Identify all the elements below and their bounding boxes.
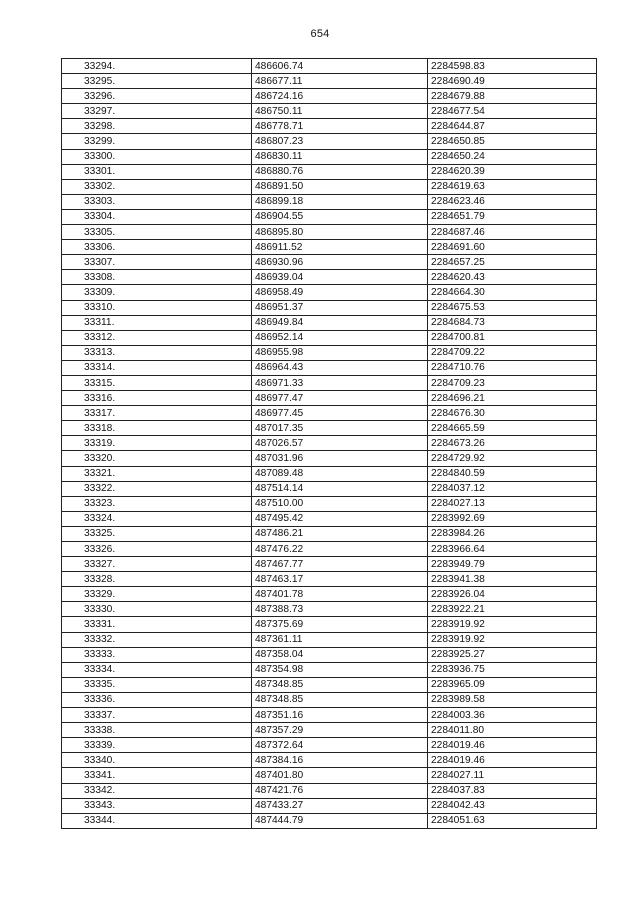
point-number-cell: 33339.: [62, 738, 252, 753]
x-coordinate-cell: 487351.16: [252, 708, 428, 723]
table-row: [62, 662, 597, 677]
x-coordinate-cell: 486949.84: [252, 315, 428, 330]
x-coordinate-cell: 486724.16: [252, 89, 428, 104]
y-coordinate-cell: 2284011.80: [428, 723, 597, 738]
y-coordinate-cell: 2283989.58: [428, 692, 597, 707]
table-row: [62, 149, 597, 164]
y-coordinate-cell: 2284037.83: [428, 783, 597, 798]
y-coordinate-cell: 2284042.43: [428, 798, 597, 813]
table-row: [62, 572, 597, 587]
point-number-cell: 33319.: [62, 436, 252, 451]
table-row: [62, 798, 597, 813]
point-number-cell: 33340.: [62, 753, 252, 768]
y-coordinate-cell: 2284676.30: [428, 406, 597, 421]
x-coordinate-cell: 487433.27: [252, 798, 428, 813]
point-number-cell: 33301.: [62, 164, 252, 179]
y-coordinate-cell: 2284675.53: [428, 300, 597, 315]
table-row: [62, 753, 597, 768]
y-coordinate-cell: 2284729.92: [428, 451, 597, 466]
y-coordinate-cell: 2284623.46: [428, 194, 597, 209]
table-row: [62, 647, 597, 662]
x-coordinate-cell: 487348.85: [252, 692, 428, 707]
x-coordinate-cell: 487444.79: [252, 813, 428, 828]
point-number-cell: 33331.: [62, 617, 252, 632]
y-coordinate-cell: 2284709.22: [428, 345, 597, 360]
point-number-cell: 33323.: [62, 496, 252, 511]
table-row: [62, 345, 597, 360]
table-row: [62, 315, 597, 330]
x-coordinate-cell: 487372.64: [252, 738, 428, 753]
y-coordinate-cell: 2284840.59: [428, 466, 597, 481]
y-coordinate-cell: 2284620.39: [428, 164, 597, 179]
x-coordinate-cell: 486904.55: [252, 209, 428, 224]
y-coordinate-cell: 2283949.79: [428, 557, 597, 572]
x-coordinate-cell: 487384.16: [252, 753, 428, 768]
x-coordinate-cell: 486778.71: [252, 119, 428, 134]
x-coordinate-cell: 487467.77: [252, 557, 428, 572]
table-row: [62, 723, 597, 738]
table-row: [62, 240, 597, 255]
table-row: [62, 526, 597, 541]
table-row: [62, 451, 597, 466]
point-number-cell: 33322.: [62, 481, 252, 496]
point-number-cell: 33324.: [62, 511, 252, 526]
y-coordinate-cell: 2284696.21: [428, 391, 597, 406]
point-number-cell: 33334.: [62, 662, 252, 677]
table-row: [62, 255, 597, 270]
table-row: [62, 360, 597, 375]
x-coordinate-cell: 486895.80: [252, 225, 428, 240]
x-coordinate-cell: 486891.50: [252, 179, 428, 194]
point-number-cell: 33313.: [62, 345, 252, 360]
table-row: [62, 391, 597, 406]
point-number-cell: 33326.: [62, 542, 252, 557]
table-row: [62, 738, 597, 753]
table-row: [62, 813, 597, 828]
table-row: [62, 209, 597, 224]
y-coordinate-cell: 2284690.49: [428, 74, 597, 89]
table-row: [62, 587, 597, 602]
table-row: [62, 602, 597, 617]
point-number-cell: 33335.: [62, 677, 252, 692]
table-row: [62, 104, 597, 119]
x-coordinate-cell: 487358.04: [252, 647, 428, 662]
y-coordinate-cell: 2284003.36: [428, 708, 597, 723]
table-row: [62, 632, 597, 647]
table-row: [62, 179, 597, 194]
y-coordinate-cell: 2283925.27: [428, 647, 597, 662]
y-coordinate-cell: 2284673.26: [428, 436, 597, 451]
y-coordinate-cell: 2284019.46: [428, 738, 597, 753]
y-coordinate-cell: 2284709.23: [428, 375, 597, 390]
y-coordinate-cell: 2283922.21: [428, 602, 597, 617]
point-number-cell: 33314.: [62, 360, 252, 375]
point-number-cell: 33328.: [62, 572, 252, 587]
point-number-cell: 33325.: [62, 526, 252, 541]
point-number-cell: 33300.: [62, 149, 252, 164]
table-row: [62, 119, 597, 134]
x-coordinate-cell: 486971.33: [252, 375, 428, 390]
x-coordinate-cell: 487388.73: [252, 602, 428, 617]
x-coordinate-cell: 487375.69: [252, 617, 428, 632]
x-coordinate-cell: 487361.11: [252, 632, 428, 647]
point-number-cell: 33316.: [62, 391, 252, 406]
y-coordinate-cell: 2284598.83: [428, 59, 597, 74]
table-row: [62, 768, 597, 783]
table-row: [62, 677, 597, 692]
x-coordinate-cell: 487486.21: [252, 526, 428, 541]
x-coordinate-cell: 486951.37: [252, 300, 428, 315]
x-coordinate-cell: 487401.80: [252, 768, 428, 783]
x-coordinate-cell: 486939.04: [252, 270, 428, 285]
y-coordinate-cell: 2284650.24: [428, 149, 597, 164]
point-number-cell: 33342.: [62, 783, 252, 798]
x-coordinate-cell: 486750.11: [252, 104, 428, 119]
x-coordinate-cell: 486955.98: [252, 345, 428, 360]
y-coordinate-cell: 2283919.92: [428, 617, 597, 632]
y-coordinate-cell: 2284691.60: [428, 240, 597, 255]
x-coordinate-cell: 487017.35: [252, 421, 428, 436]
x-coordinate-cell: 486677.11: [252, 74, 428, 89]
y-coordinate-cell: 2284650.85: [428, 134, 597, 149]
y-coordinate-cell: 2283941.38: [428, 572, 597, 587]
point-number-cell: 33303.: [62, 194, 252, 209]
y-coordinate-cell: 2284051.63: [428, 813, 597, 828]
y-coordinate-cell: 2284665.59: [428, 421, 597, 436]
table-row: [62, 692, 597, 707]
y-coordinate-cell: 2284700.81: [428, 330, 597, 345]
x-coordinate-cell: 487357.29: [252, 723, 428, 738]
x-coordinate-cell: 487031.96: [252, 451, 428, 466]
table-row: [62, 421, 597, 436]
point-number-cell: 33318.: [62, 421, 252, 436]
table-row: [62, 557, 597, 572]
table-row: [62, 783, 597, 798]
table-row: [62, 617, 597, 632]
y-coordinate-cell: 2283992.69: [428, 511, 597, 526]
point-number-cell: 33299.: [62, 134, 252, 149]
y-coordinate-cell: 2284684.73: [428, 315, 597, 330]
table-row: [62, 270, 597, 285]
y-coordinate-cell: 2283919.92: [428, 632, 597, 647]
point-number-cell: 33312.: [62, 330, 252, 345]
point-number-cell: 33317.: [62, 406, 252, 421]
y-coordinate-cell: 2283965.09: [428, 677, 597, 692]
point-number-cell: 33327.: [62, 557, 252, 572]
x-coordinate-cell: 487026.57: [252, 436, 428, 451]
y-coordinate-cell: 2284657.25: [428, 255, 597, 270]
coordinates-table-body: [62, 59, 597, 829]
table-row: [62, 708, 597, 723]
point-number-cell: 33337.: [62, 708, 252, 723]
coordinates-table: [61, 58, 597, 829]
point-number-cell: 33296.: [62, 89, 252, 104]
point-number-cell: 33329.: [62, 587, 252, 602]
point-number-cell: 33321.: [62, 466, 252, 481]
y-coordinate-cell: 2283926.04: [428, 587, 597, 602]
y-coordinate-cell: 2284619.63: [428, 179, 597, 194]
x-coordinate-cell: 486977.47: [252, 391, 428, 406]
point-number-cell: 33305.: [62, 225, 252, 240]
x-coordinate-cell: 487463.17: [252, 572, 428, 587]
table-row: [62, 59, 597, 74]
table-row: [62, 194, 597, 209]
x-coordinate-cell: 486977.45: [252, 406, 428, 421]
point-number-cell: 33306.: [62, 240, 252, 255]
table-row: [62, 466, 597, 481]
table-row: [62, 225, 597, 240]
y-coordinate-cell: 2284664.30: [428, 285, 597, 300]
y-coordinate-cell: 2283936.75: [428, 662, 597, 677]
point-number-cell: 33310.: [62, 300, 252, 315]
point-number-cell: 33295.: [62, 74, 252, 89]
table-row: [62, 496, 597, 511]
x-coordinate-cell: 486930.96: [252, 255, 428, 270]
table-row: [62, 285, 597, 300]
point-number-cell: 33336.: [62, 692, 252, 707]
point-number-cell: 33333.: [62, 647, 252, 662]
table-row: [62, 134, 597, 149]
x-coordinate-cell: 487401.78: [252, 587, 428, 602]
table-row: [62, 330, 597, 345]
point-number-cell: 33298.: [62, 119, 252, 134]
x-coordinate-cell: 487421.76: [252, 783, 428, 798]
table-row: [62, 481, 597, 496]
x-coordinate-cell: 486958.49: [252, 285, 428, 300]
point-number-cell: 33294.: [62, 59, 252, 74]
x-coordinate-cell: 486964.43: [252, 360, 428, 375]
point-number-cell: 33338.: [62, 723, 252, 738]
point-number-cell: 33344.: [62, 813, 252, 828]
page-number: 654: [310, 28, 330, 40]
point-number-cell: 33304.: [62, 209, 252, 224]
table-row: [62, 511, 597, 526]
point-number-cell: 33311.: [62, 315, 252, 330]
point-number-cell: 33332.: [62, 632, 252, 647]
point-number-cell: 33315.: [62, 375, 252, 390]
table-row: [62, 542, 597, 557]
y-coordinate-cell: 2284019.46: [428, 753, 597, 768]
table-row: [62, 300, 597, 315]
y-coordinate-cell: 2284037.12: [428, 481, 597, 496]
x-coordinate-cell: 486807.23: [252, 134, 428, 149]
x-coordinate-cell: 486606.74: [252, 59, 428, 74]
point-number-cell: 33341.: [62, 768, 252, 783]
x-coordinate-cell: 487495.42: [252, 511, 428, 526]
table-row: [62, 375, 597, 390]
table-row: [62, 164, 597, 179]
table-row: [62, 74, 597, 89]
y-coordinate-cell: 2284027.13: [428, 496, 597, 511]
table-row: [62, 406, 597, 421]
x-coordinate-cell: 486880.76: [252, 164, 428, 179]
x-coordinate-cell: 487089.48: [252, 466, 428, 481]
x-coordinate-cell: 486911.52: [252, 240, 428, 255]
x-coordinate-cell: 487354.98: [252, 662, 428, 677]
x-coordinate-cell: 486899.18: [252, 194, 428, 209]
y-coordinate-cell: 2284027.11: [428, 768, 597, 783]
x-coordinate-cell: 487348.85: [252, 677, 428, 692]
point-number-cell: 33320.: [62, 451, 252, 466]
point-number-cell: 33308.: [62, 270, 252, 285]
point-number-cell: 33343.: [62, 798, 252, 813]
y-coordinate-cell: 2284687.46: [428, 225, 597, 240]
point-number-cell: 33307.: [62, 255, 252, 270]
point-number-cell: 33297.: [62, 104, 252, 119]
x-coordinate-cell: 486830.11: [252, 149, 428, 164]
y-coordinate-cell: 2284679.88: [428, 89, 597, 104]
x-coordinate-cell: 487510.00: [252, 496, 428, 511]
point-number-cell: 33330.: [62, 602, 252, 617]
y-coordinate-cell: 2284644.87: [428, 119, 597, 134]
table-row: [62, 89, 597, 104]
y-coordinate-cell: 2284620.43: [428, 270, 597, 285]
x-coordinate-cell: 487514.14: [252, 481, 428, 496]
x-coordinate-cell: 486952.14: [252, 330, 428, 345]
y-coordinate-cell: 2284710.76: [428, 360, 597, 375]
y-coordinate-cell: 2284677.54: [428, 104, 597, 119]
y-coordinate-cell: 2283966.64: [428, 542, 597, 557]
point-number-cell: 33302.: [62, 179, 252, 194]
y-coordinate-cell: 2283984.26: [428, 526, 597, 541]
y-coordinate-cell: 2284651.79: [428, 209, 597, 224]
table-row: [62, 436, 597, 451]
x-coordinate-cell: 487476.22: [252, 542, 428, 557]
point-number-cell: 33309.: [62, 285, 252, 300]
